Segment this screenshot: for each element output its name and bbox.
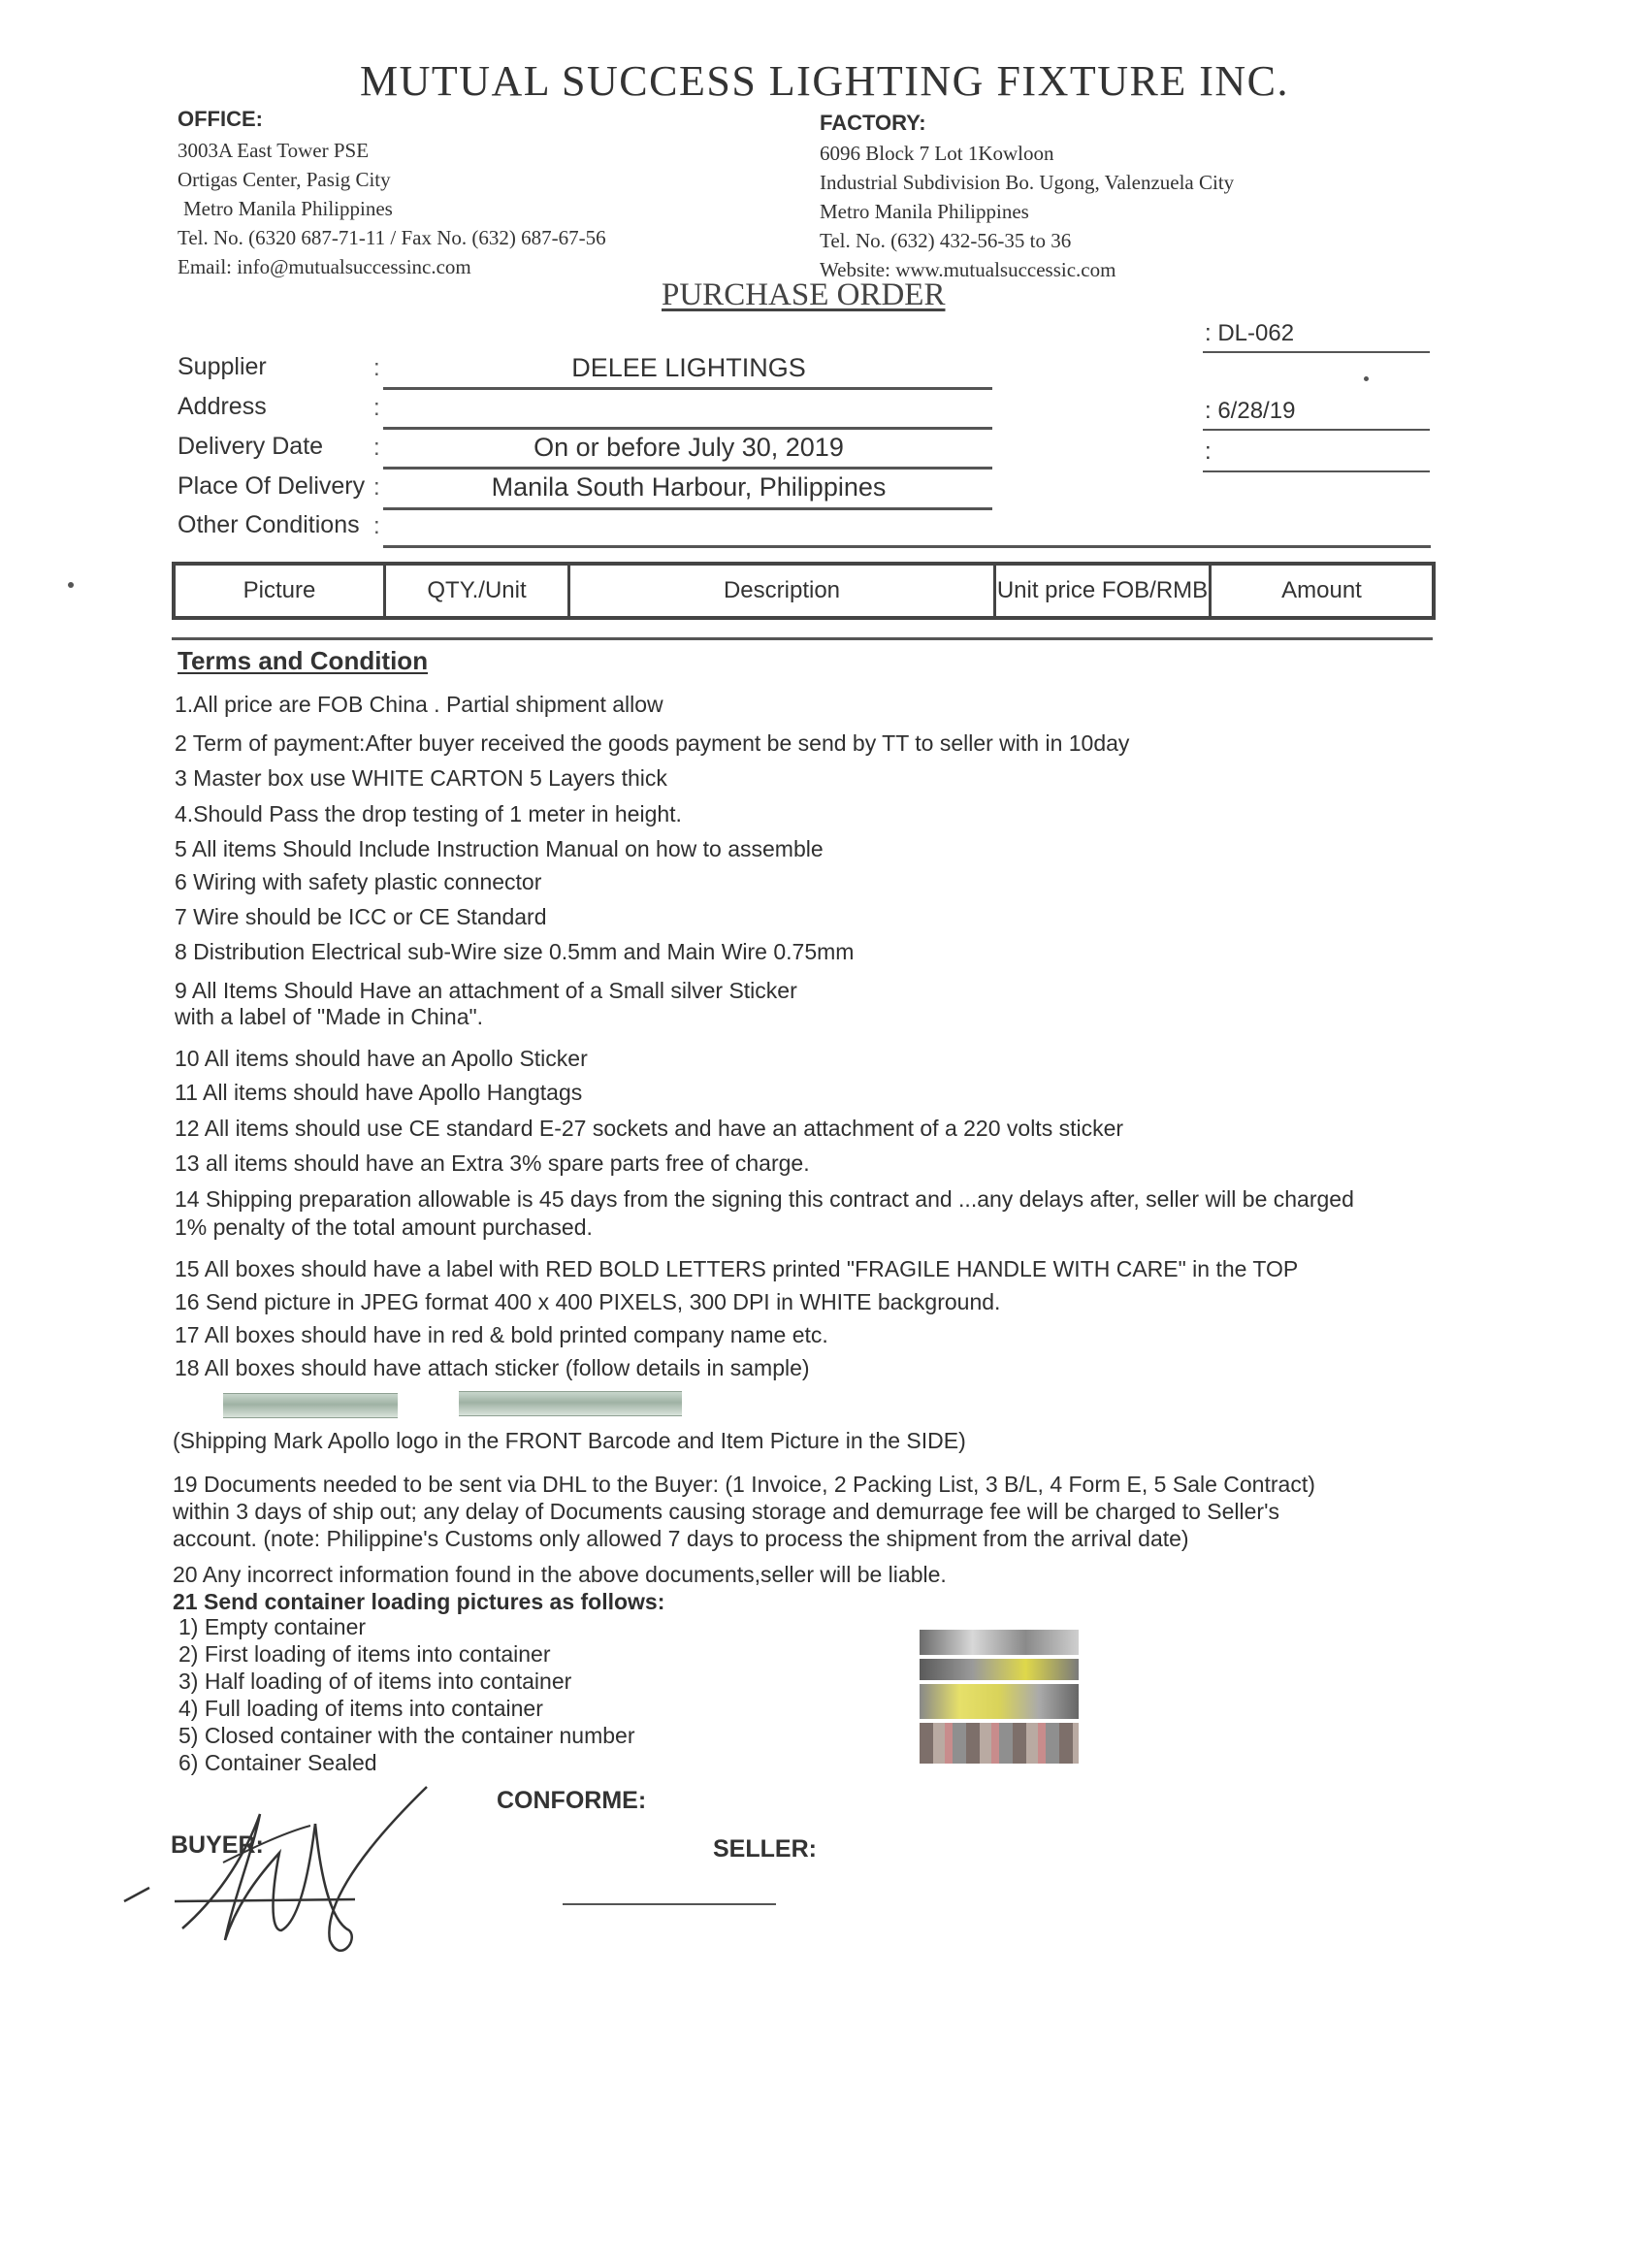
term-item-heading: 21 Send container loading pictures as follows: [173, 1589, 665, 1614]
term-item: 9 All Items Should Have an attachment of a Small silver Sticker [175, 978, 797, 1003]
term-item: 5 All items Should Include Instruction Manual on how to assemble [175, 836, 824, 861]
divider [1203, 470, 1430, 472]
colon: : [373, 435, 380, 461]
container-photo [920, 1659, 1079, 1680]
other-conditions-label: Other Conditions [178, 511, 360, 538]
term-item: 4.Should Pass the drop testing of 1 meter in height. [175, 801, 682, 826]
page-title: PURCHASE ORDER [662, 277, 946, 312]
term-item: 16 Send picture in JPEG format 400 x 400 PIXELS, 300 DPI in WHITE background. [175, 1289, 1001, 1314]
office-line: Metro Manila Philippines [183, 197, 393, 220]
divider [383, 467, 992, 470]
loading-step: 4) Full loading of items into container [178, 1696, 543, 1721]
column-header-description: Description [723, 577, 841, 603]
company-name: MUTUAL SUCCESS LIGHTING FIXTURE INC. [359, 57, 1290, 105]
buyer-label: BUYER: [171, 1831, 264, 1859]
term-item: 3 Master box use WHITE CARTON 5 Layers thick [175, 765, 667, 791]
factory-line: 6096 Block 7 Lot 1Kowloon [820, 142, 1054, 165]
conforme-label: CONFORME: [497, 1787, 647, 1814]
container-photo [920, 1684, 1079, 1719]
seller-signature-line [563, 1903, 776, 1905]
divider [1203, 351, 1430, 353]
term-item: 2 Term of payment:After buyer received the goods payment be send by TT to seller with in 10day [175, 730, 1130, 756]
divider [383, 427, 992, 430]
meta-blank: : [1205, 438, 1212, 465]
factory-address [820, 139, 1234, 284]
loading-step: 1) Empty container [178, 1614, 367, 1639]
office-line: 3003A East Tower PSE [178, 139, 370, 162]
divider [383, 545, 1431, 548]
loading-step: 6) Container Sealed [178, 1750, 377, 1775]
divider [383, 387, 992, 390]
term-item: 7 Wire should be ICC or CE Standard [175, 904, 547, 929]
place-of-delivery-label: Place Of Delivery [178, 472, 366, 500]
factory-line: Website: www.mutualsuccessic.com [820, 258, 1116, 281]
container-photo [920, 1630, 1079, 1655]
term-item: with a label of "Made in China". [175, 1004, 484, 1029]
shipping-mark-note: (Shipping Mark Apollo logo in the FRONT Barcode and Item Picture in the SIDE) [173, 1428, 966, 1453]
office-line: Email: info@mutualsuccessinc.com [178, 255, 471, 278]
term-item: 1% penalty of the total amount purchased. [175, 1215, 593, 1240]
office-line: Tel. No. (6320 687-71-11 / Fax No. (632) 687-67-56 [178, 226, 606, 249]
loading-step: 2) First loading of items into container [178, 1641, 551, 1667]
divider [383, 507, 992, 510]
term-item: 6 Wiring with safety plastic connector [175, 869, 542, 894]
office-line: Ortigas Center, Pasig City [178, 168, 391, 191]
term-item: 11 All items should have Apollo Hangtags [175, 1080, 583, 1105]
office-address [178, 136, 606, 281]
column-header-picture: Picture [242, 577, 316, 603]
shipping-mark-sample-image [223, 1393, 398, 1418]
colon: : [373, 474, 380, 501]
loading-step: 3) Half loading of of items into container [178, 1669, 572, 1694]
address-label: Address [178, 393, 267, 420]
term-item: 13 all items should have an Extra 3% spare parts free of charge. [175, 1150, 810, 1176]
po-date: : 6/28/19 [1205, 398, 1296, 424]
term-item: 14 Shipping preparation allowable is 45 days from the signing this contract and ...any delays after, seller will be charged [175, 1186, 1354, 1212]
scan-speck [1364, 376, 1369, 381]
delivery-date-value: On or before July 30, 2019 [534, 433, 844, 462]
scan-speck [68, 582, 74, 588]
divider [172, 637, 1433, 640]
term-item: account. (note: Philippine's Customs only allowed 7 days to process the shipment from the arrival date) [173, 1526, 1189, 1551]
term-item: 12 All items should use CE standard E-27 sockets and have an attachment of a 220 volts sticker [175, 1116, 1124, 1141]
term-item: 1.All price are FOB China . Partial shipment allow [175, 692, 663, 717]
column-header-qty: QTY./Unit [427, 577, 527, 603]
term-item: 10 All items should have an Apollo Sticker [175, 1046, 588, 1071]
divider [1203, 429, 1430, 431]
column-header-amount: Amount [1281, 577, 1362, 603]
colon: : [373, 355, 380, 381]
factory-line: Metro Manila Philippines [820, 200, 1029, 223]
column-header-unit-price: Unit price FOB/RMB [996, 577, 1209, 603]
shipping-mark-sample-image [459, 1391, 682, 1416]
term-item: 18 All boxes should have attach sticker (follow details in sample) [175, 1355, 810, 1380]
term-item: 8 Distribution Electrical sub-Wire size 0.5mm and Main Wire 0.75mm [175, 939, 855, 964]
term-item: within 3 days of ship out; any delay of Documents causing storage and demurrage fee will be charged to Seller's [173, 1499, 1279, 1524]
colon: : [373, 513, 380, 539]
items-table-header [172, 562, 1436, 620]
seller-label: SELLER: [713, 1835, 817, 1863]
supplier-label: Supplier [178, 353, 267, 380]
term-item: 15 All boxes should have a label with RED BOLD LETTERS printed "FRAGILE HANDLE WITH CARE" in the TOP [175, 1256, 1299, 1281]
term-item: 17 All boxes should have in red & bold printed company name etc. [175, 1322, 828, 1347]
office-label: OFFICE: [178, 107, 263, 131]
term-item: 20 Any incorrect information found in the above documents,seller will be liable. [173, 1562, 947, 1587]
colon: : [373, 395, 380, 421]
place-of-delivery-value: Manila South Harbour, Philippines [491, 472, 887, 502]
container-loading-photos [920, 1630, 1079, 1764]
factory-label: FACTORY: [820, 111, 926, 135]
delivery-date-label: Delivery Date [178, 433, 324, 460]
container-photo [920, 1723, 1079, 1764]
supplier-value: DELEE LIGHTINGS [571, 353, 806, 382]
po-number: : DL-062 [1205, 320, 1295, 346]
terms-title: Terms and Condition [178, 646, 429, 675]
factory-line: Industrial Subdivision Bo. Ugong, Valenzuela City [820, 171, 1235, 194]
buyer-signature [116, 1785, 446, 1979]
factory-line: Tel. No. (632) 432-56-35 to 36 [820, 229, 1072, 252]
loading-step: 5) Closed container with the container number [178, 1723, 635, 1748]
term-item: 19 Documents needed to be sent via DHL to the Buyer: (1 Invoice, 2 Packing List, 3 B/L, 4 Form E, 5 Sale Contract) [173, 1472, 1315, 1497]
